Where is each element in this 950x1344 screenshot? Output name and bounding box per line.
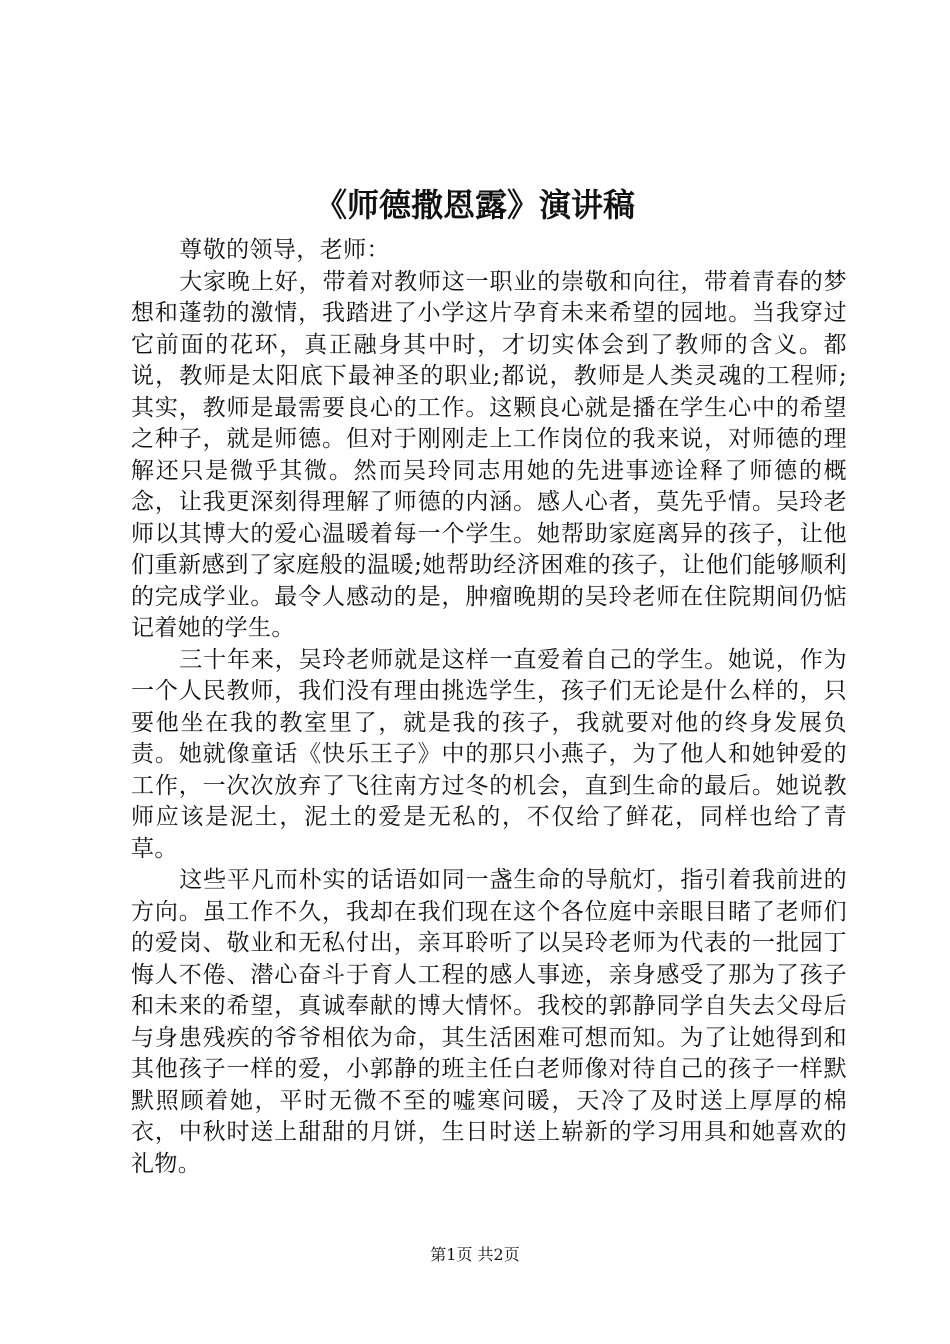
page-number-footer: 第1页 共2页 — [430, 1245, 520, 1264]
body-paragraph-3: 这些平凡而朴实的话语如同一盏生命的导航灯，指引着我前进的方向。虽工作不久，我却在我们现在这个各位庭中亲眼目睹了老师们的爱岗、敬业和无私付出，亲耳聆听了以吴玲老师为代表的一批园丁悔人不倦、潜心奋斗于育人工程的感人事迹，亲身感受了那为了孩子和未来的希望，真诚奉献的博大情怀。我校的郭静同学自失去父母后与身患残疾的爷爷相依为命，其生活困难可想而知。为了让她得到和其他孩子一样的爱，小郭静的班主任白老师像对待自己的孩子一样默默照顾着她，平时无微不至的嘘寒问暖，天冷了及时送上厚厚的棉衣，中秋时送上甜甜的月饼，生日时送上崭新的学习用具和她喜欢的礼物。 — [131, 867, 847, 1177]
document-title: 《师德撒恩露》演讲稿 — [314, 186, 635, 224]
body-paragraph-2: 三十年来，吴玲老师就是这样一直爱着自己的学生。她说，作为一个人民教师，我们没有理由挑选学生，孩子们无论是什么样的，只要他坐在我的教室里了，就是我的孩子，我就要对他的终身发展负责。她就像童话《快乐王子》中的那只小燕子，为了他人和她钟爱的工作，一次次放弃了飞往南方过冬的机会，直到生命的最后。她说教师应该是泥土，泥土的爱是无私的，不仅给了鲜花，同样也给了青草。 — [131, 646, 847, 862]
document-body — [131, 235, 847, 1180]
salutation-paragraph: 尊敬的领导，老师： — [179, 237, 390, 263]
body-paragraph-1: 大家晚上好，带着对教师这一职业的崇敬和向往，带着青春的梦想和蓬勃的激情，我踏进了小学这片孕育未来希望的园地。当我穿过它前面的花环，真正融身其中时，才切实体会到了教师的含义。都说，教师是太阳底下最神圣的职业;都说，教师是人类灵魂的工程师;其实，教师是最需要良心的工作。这颗良心就是播在学生心中的希望之种子，就是师德。但对于刚刚走上工作岗位的我来说，对师德的理解还只是微乎其微。然而吴玲同志用她的先进事迹诠释了师德的概念，让我更深刻得理解了师德的内涵。感人心者，莫先乎情。吴玲老师以其博大的爱心温暖着每一个学生。她帮助家庭离异的孩子，让他们重新感到了家庭般的温暖;她帮助经济困难的孩子，让他们能够顺利的完成学业。最令人感动的是，肿瘤晚期的吴玲老师在住院期间仍惦记着她的学生。 — [131, 268, 847, 641]
